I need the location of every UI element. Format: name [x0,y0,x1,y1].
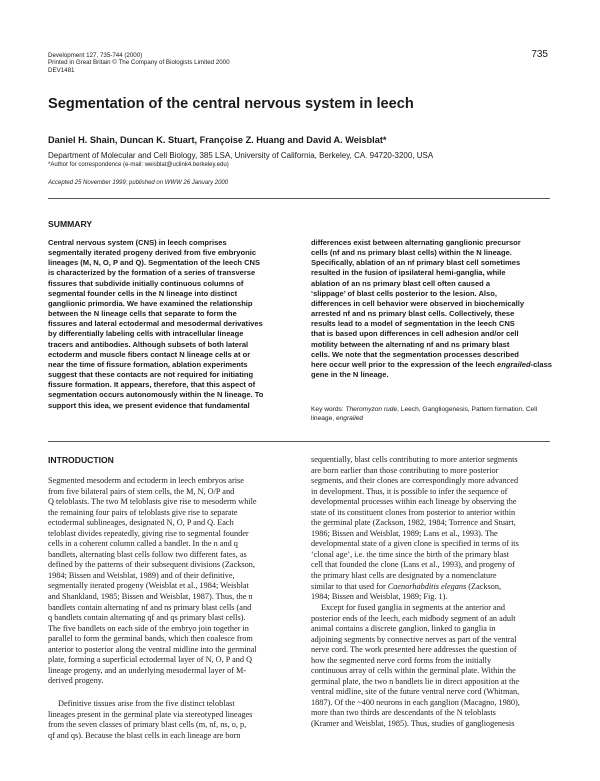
keywords-label: Key words: [311,406,346,413]
journal-copyright: Printed in Great Britain © The Company of Biologists Limited 2000 [48,59,230,67]
intro-right-paragraph-2-text: Except for fused ganglia in segments at the anterior and posterior ends of the leech, each midbody segment of an adult animal contains a discrete ganglion, linked to ganglia in adjoining segments by connective nerves as part of the ventral nerve cord. The work presented here addresses the question of how the segmented nerve cord forms from the initially continuous array of cells within the germinal plate. Within the germinal plate, the two n bandlets lie in direct apposition at the ventral midline, site of the future ventral nerve cord (Whitman, 1887). Of the ~400 neurons in each ganglion (Macagno, 1980), more than two thirds are descendants of the N teloblasts (Kramer and Weisblat, 1985). Thus, studies of gangliogenesis [311,603,520,729]
intro-right-p1-a: sequentially, blast cells contributing to more anterior segments are born earlier than those contributing to more posterior segments, and their clones are correspondingly more advanced in development. Thus, it is possible to infer the sequence of developmental processes within each lineage by observing the state of its constituent clones from posterior to anterior within the germinal plate (Zackson, 1982, 1984; Torrence and Stuart, 1986; Bissen and Weisblat, 1989; Lans et al., 1993). The developmental state of a given clone is specified in terms of its ‘clonal age’, i.e. the time since the birth of the primary blast cell that founded the clone (Lans et al., 1993), and progeny of the primary blast cells are designated by a nomenclature similar to that used for [311,455,519,591]
page-number: 735 [531,49,548,60]
journal-id: DEV1481 [48,66,75,74]
keyword-gene: engrailed [335,415,364,423]
journal-info [48,52,328,74]
publication-dates: Accepted 25 November 1999; published on WWW 26 January 2000 [48,180,229,186]
keywords [311,405,552,423]
summary-right-text: differences exist between alternating ganglionic precursor cells (nf and ns primary blast cells) within the N lineage. Specifically, ablation of an nf primary blast cell sometimes resulted in the fusion of ipsilateral hemi-ganglia, while ablation of an ns primary blast cell often caused a ‘slippage’ of blast cells posterior to the lesion. Also, differences in cell behavior were observed in biochemically arrested nf and ns primary blast cells. Collectively, these results lead to a model of segmentation in the leech CNS that is based upon differences in cell adhesion and/or cell motility between the alternating nf and ns primary blast cells. We note that the segmentation processes described here occur well prior to the expression of the leech [311,238,525,369]
summary-right-end: -class gene in the N lineage. [311,359,552,380]
intro-left-paragraph-2 [48,699,289,741]
author-list: Daniel H. Shain, Duncan K. Stuart, Françoise Z. Huang and David A. Weisblat* [48,135,387,145]
intro-right-paragraph-2 [311,603,552,730]
engrailed-term: engrailed [497,359,531,369]
introduction-heading: INTRODUCTION [48,455,114,465]
correspondence-note: *Author for correspondence (e-mail: weisblat@uclink4.berkeley.edu) [48,162,229,168]
affiliation: Department of Molecular and Cell Biology, 385 LSA, University of California, Berkeley, CA. 94720-3200, USA [48,151,434,160]
species-name: Caenorhabditis elegans [387,581,467,591]
keywords-list: , Leech, Gangliogenesis, Pattern formation, Cell lineage, [311,406,538,423]
summary-heading: SUMMARY [48,219,93,229]
summary-right-column [311,238,552,380]
summary-divider [48,441,550,442]
intro-left-paragraph-1: Segmented mesoderm and ectoderm in leech embryos arise from five bilateral pairs of stem cells, the M, N, O/P and Q teloblasts. The two M teloblasts give rise to mesoderm while the remaining four pairs of teloblasts give rise to separate ectodermal sublineages, designated N, O, P and Q. Each teloblast divides repeatedly, giving rise to segmental founder cells in a coherent column called a bandlet. In the n and q bandlets, alternating blast cells follow two different fates, as defined by the patterns of their subsequent divisions (Zackson, 1984; Bissen and Weisblat, 1989) and of their definitive, segmentally iterated progeny (Weisblat et al., 1984; Weisblat and Shankland, 1985; Bissen and Weisblat, 1987). Thus, the n bandlets contain alternating nf and ns primary blast cells (and q bandlets contain alternating qf and qs primary blast cells). The five bandlets on each side of the embryo join together in parallel to form the germinal bands, which then coalesce from anterior to posterior along the ventral midline into the germinal plate, forming a superficial ectodermal layer of N, O, P and Q lineage progeny, and an underlying mesodermal layer of M- derived progeny. [48,476,257,686]
intro-left-paragraph-2-text: Definitive tissues arise from the five distinct teloblast lineages present in the germinal plate via stereotyped lineages from the seven classes of primary blast cells (m, nf, ns, o, p, qf and qs). Because the blast cells in each lineage are born [48,699,253,740]
intro-right-p1-b: (Zackson, 1984; Bissen and Weisblat, 1989; Fig. 1). [311,581,502,602]
intro-right-paragraph-1 [311,455,552,603]
header-divider [48,198,550,199]
article-title: Segmentation of the central nervous system in leech [48,96,414,112]
summary-left-column: Central nervous system (CNS) in leech comprises segmentally iterated progeny derived from five embryonic lineages (M, N, O, P and Q). Segmentation of the leech CNS is characterized by the formation of a series of transverse fissures that subdivide initially continuous columns of segmental founder cells in the N lineage into distinct ganglionic primordia. We have examined the relationship between the N lineage cells that separate to form the fissures and lateral ectodermal and mesodermal derivatives by differentially labeling cells with intracellular lineage tracers and antibodies. Although subsets of both lateral ectoderm and muscle fibers contact N lineage cells at or near the time of fissure formation, ablation experiments suggest that these contacts are not required for initiating fissure formation. It appears, therefore, that this aspect of segmentation occurs autonomously within the N lineage. To support this idea, we present evidence that fundamental [48,238,264,410]
journal-citation: Development 127, 735-744 (2000) [48,52,143,59]
keyword-species: Theromyzon rude [345,406,398,413]
